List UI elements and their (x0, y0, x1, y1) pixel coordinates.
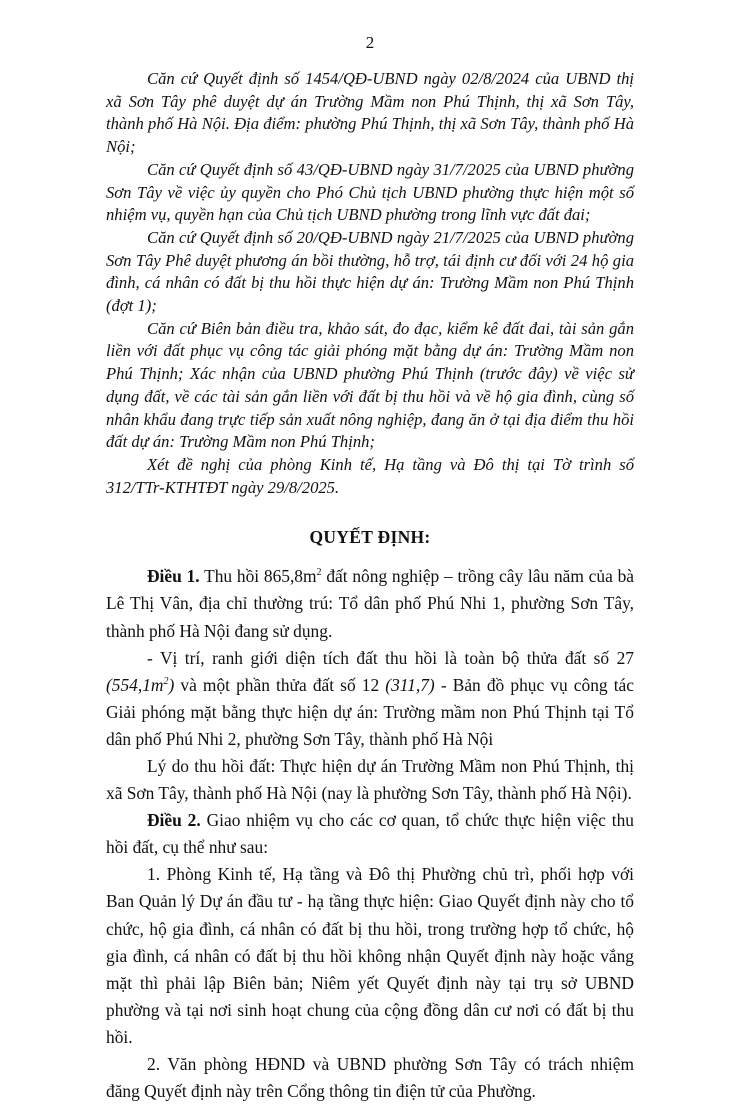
decision-title: QUYẾT ĐỊNH: (309, 527, 431, 548)
position-text-c: - Bản đồ phục vụ công tác Giải phóng mặt bằng thực hiện dự án: Trường mầm non Phú Thịnh tại Tổ dân phố Phú Nhi 2, phường Sơn Tây, thành phố Hà Nội (106, 674, 634, 749)
article-2-item-1: 1. Phòng Kinh tế, Hạ tầng và Đô thị Phường chủ trì, phối hợp với Ban Quản lý Dự án đầu tư - hạ tầng thực hiện: Giao Quyết định này cho tổ chức, hộ gia đình, cá nhân có đất bị thu hồi, trong trường hợp tổ chức, hộ gia đình, cá nhân có đất bị thu hồi không nhận Quyết định này hoặc vắng mặt thì phải lập Biên bản; Niêm yết Quyết định này tại trụ sở UBND phường và tại nơi sinh hoạt chung của cộng đồng dân cư nơi có đất bị thu hồi. (106, 864, 634, 1047)
article-1-position (106, 645, 634, 753)
basis-paragraph: Xét đề nghị của phòng Kinh tế, Hạ tầng và Đô thị tại Tờ trình số 312/TTr-KTHTĐT ngày 29/8/2025. (106, 454, 634, 497)
basis-paragraph: Căn cứ Quyết định số 43/QĐ-UBND ngày 31/7/2025 của UBND phường Sơn Tây về việc ủy quyền cho Phó Chủ tịch UBND phường thực hiện một số nhiệm vụ, quyền hạn của Chủ tịch UBND phường trong lĩnh vực đất đai; (106, 159, 634, 225)
position-text-b: và một phần thửa đất số 12 (174, 674, 386, 695)
article-2-text: Giao nhiệm vụ cho các cơ quan, tổ chức thực hiện việc thu hồi đất, cụ thể như sau: (106, 810, 634, 858)
legal-bases (106, 68, 634, 499)
article-2-label: Điều 2. (147, 810, 201, 831)
position-area-2: (311,7) (385, 674, 435, 695)
basis-paragraph: Căn cứ Biên bản điều tra, khảo sát, đo đạc, kiểm kê đất đai, tài sản gắn liền với đất phục vụ công tác giải phóng mặt bằng dự án: Trường Mầm non Phú Thịnh; Xác nhận của UBND phường Phú Thịnh (trước đây) về việc sử dụng đất, về các tài sản gắn liền với đất bị thu hồi và về hộ gia đình, cùng số nhân khẩu đang trực tiếp sản xuất nông nghiệp, đang ăn ở tại địa điểm thu hồi đất dự án: Trường Mầm non Phú Thịnh; (106, 318, 634, 452)
decision-articles (106, 563, 634, 1105)
article-1-reason: Lý do thu hồi đất: Thực hiện dự án Trường Mầm non Phú Thịnh, thị xã Sơn Tây, thành phố Hà Nội (nay là phường Sơn Tây, thành phố Hà Nội). (106, 756, 634, 804)
article-2-paragraph (106, 807, 634, 861)
basis-paragraph: Căn cứ Quyết định số 20/QĐ-UBND ngày 21/7/2025 của UBND phường Sơn Tây Phê duyệt phương án bồi thường, hỗ trợ, tái định cư đối với 24 hộ gia đình, cá nhân có đất bị thu hồi thực hiện dự án: Trường Mầm non Phú Thịnh (đợt 1); (106, 227, 634, 316)
article-1-text-a: Thu hồi 865,8m (199, 566, 317, 587)
article-1-label: Điều 1. (147, 566, 200, 587)
page-number: 2 (365, 33, 375, 52)
position-area-1: $(554,1m^2)$ (106, 674, 175, 695)
basis-paragraph: Căn cứ Quyết định số 1454/QĐ-UBND ngày 02/8/2024 của UBND thị xã Sơn Tây phê duyệt dự án Trường Mầm non Phú Thịnh, thị xã Sơn Tây, thành phố Hà Nội. Địa điểm: phường Phú Thịnh, thị xã Sơn Tây, thành phố Hà Nội; (106, 69, 634, 157)
position-text-a: - Vị trí, ranh giới diện tích đất thu hồi là toàn bộ thửa đất số 27 (147, 647, 634, 668)
article-1-sup: 2 (316, 567, 322, 579)
article-2-item-2: 2. Văn phòng HĐND và UBND phường Sơn Tây có trách nhiệm đăng Quyết định này trên Cổng thông tin điện tử của Phường. (106, 1054, 634, 1102)
article-1-paragraph (106, 563, 634, 644)
document-body (106, 68, 634, 1105)
article-1-text-b: đất nông nghiệp – trồng cây lâu năm của bà Lê Thị Vân, địa chỉ thường trú: Tổ dân phố Phú Nhi 1, phường Sơn Tây, thành phố Hà Nội đang sử dụng. (106, 566, 634, 641)
